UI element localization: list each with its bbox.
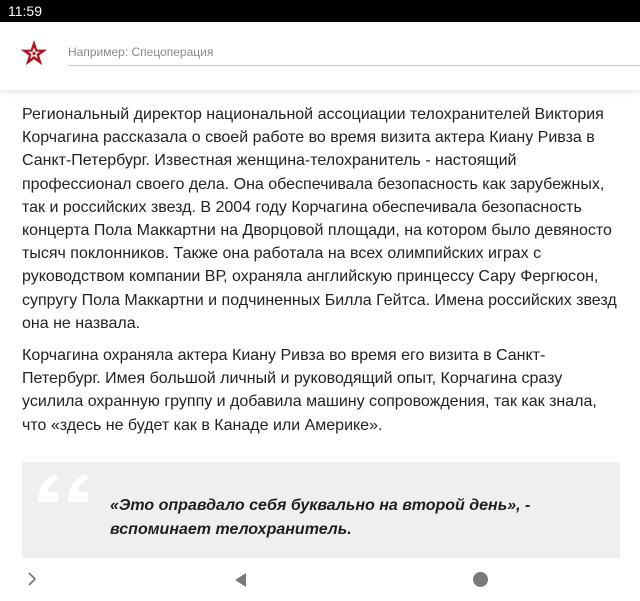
chevron-right-icon[interactable] [24,570,40,588]
circle-home-icon[interactable] [473,572,488,587]
article-body [22,103,620,446]
navigation-bar [0,562,640,601]
search-field-wrapper [68,40,640,66]
search-input[interactable] [68,40,640,64]
red-star-icon[interactable] [20,39,48,67]
status-bar [0,0,640,22]
blockquote [22,462,620,558]
article-paragraph-1: Региональный директор национальной ассоциации телохранителей Виктория Корчагина рассказала о своей работе во время визита актера Киану Ривза в Санкт-Петербург. Известная женщина-телохранитель - настоящий профессионал своего дела. Она обеспечивала безопасность как зарубежных, так и российских звезд. В 2004 году Корчагина обеспечивала безопасность концерта Пола Маккартни на Дворцовой площади, на котором было девяносто тысяч поклонников. Также она работала на всех олимпийских играх с руководством компании ВР, охраняла английскую принцессу Сару Фергюсон, супругу Пола Маккартни и подчиненных Билла Гейтса. Имена российских звезд она не назвала. [22,106,617,332]
quote-text: «Это оправдало себя буквально на второй день», - вспоминает телохранитель. [110,497,531,538]
header [0,22,640,90]
triangle-back-icon[interactable] [232,571,250,589]
quote-mark-icon [34,458,98,508]
status-time: 11:59 [8,3,42,19]
article-paragraph-2: Корчагина охраняла актера Киану Ривза во время его визита в Санкт-Петербург. Имея большой личный и руководящий опыт, Корчагина сразу усилила охранную группу и добавила машину сопровождения, так как знала, что «здесь не будет как в Канаде или Америке». [22,347,597,434]
